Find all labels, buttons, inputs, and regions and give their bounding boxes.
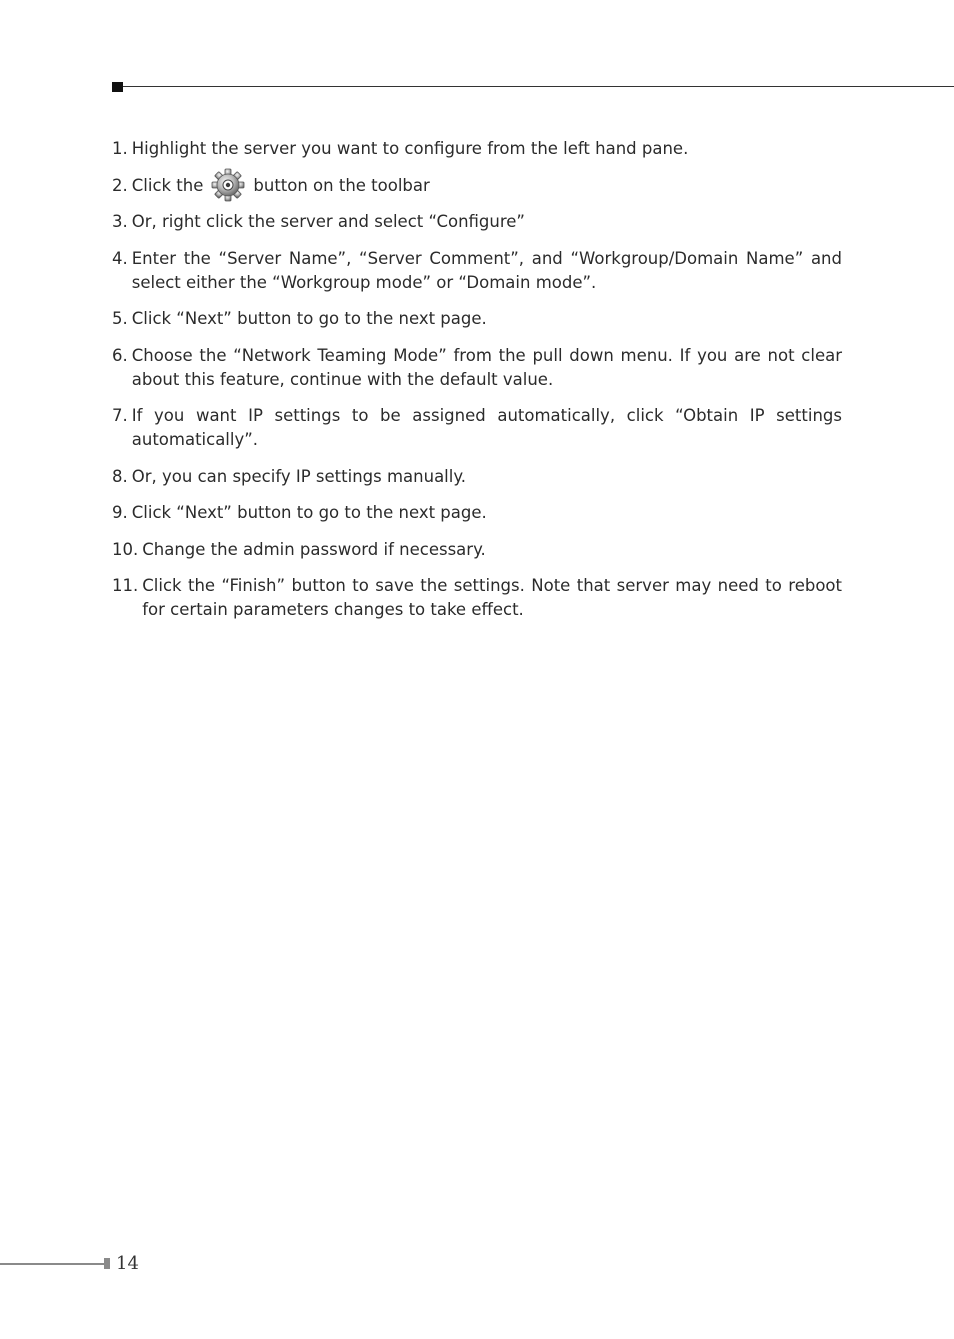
step-text-after-icon: button on the toolbar (253, 175, 430, 195)
step-10 (112, 538, 842, 562)
step-text (132, 174, 842, 198)
step-number: 9. (112, 503, 128, 522)
step-number: 6. (112, 345, 128, 365)
header-rule (112, 82, 954, 92)
step-number: 10. (112, 539, 139, 559)
step-7 (112, 404, 842, 452)
step-5 (112, 307, 842, 331)
step-text: Change the admin password if necessary. (142, 539, 486, 559)
step-1 (112, 137, 842, 161)
step-number: 8. (112, 466, 128, 486)
step-text: Enter the “Server Name”, “Server Comment”, and “Workgroup/Domain Name” and select either the “Workgroup mode” or “Domain mode”. (131, 248, 842, 292)
instruction-steps (112, 137, 842, 635)
footer-rule-tab (104, 1258, 110, 1269)
step-number: 2. (112, 175, 128, 195)
step-11 (112, 574, 842, 622)
step-text: Click “Next” button to go to the next page. (131, 503, 487, 522)
configure-gear-icon (211, 168, 245, 202)
step-number: 11. (112, 576, 139, 595)
page-number: 14 (116, 1253, 139, 1274)
header-rule-square (112, 82, 123, 92)
footer-rule-line (0, 1263, 104, 1265)
step-8 (112, 465, 842, 489)
step-2 (112, 174, 842, 198)
step-number: 3. (112, 212, 128, 231)
header-rule-line (123, 86, 954, 87)
step-number: 4. (112, 248, 128, 268)
step-text: Choose the “Network Teaming Mode” from the pull down menu. If you are not clear about this feature, continue with the default value. (131, 345, 842, 389)
step-number: 7. (112, 406, 128, 425)
step-text: Click “Next” button to go to the next page. (131, 309, 487, 328)
step-number: 5. (112, 309, 128, 328)
page-footer (0, 1255, 200, 1275)
step-text: Or, you can specify IP settings manually. (131, 466, 467, 486)
step-9 (112, 501, 842, 525)
step-3 (112, 210, 842, 234)
step-text: Click the “Finish” button to save the settings. Note that server may need to reboot for certain parameters changes to take effect. (142, 576, 842, 619)
step-text: Or, right click the server and select “Configure” (131, 212, 525, 231)
step-text: Highlight the server you want to configure from the left hand pane. (131, 139, 689, 158)
step-text: If you want IP settings to be assigned automatically, click “Obtain IP settings automatically”. (131, 406, 842, 449)
step-text-before-icon: Click the (131, 175, 204, 195)
step-number: 1. (112, 139, 128, 158)
step-4 (112, 247, 842, 295)
step-6 (112, 344, 842, 392)
